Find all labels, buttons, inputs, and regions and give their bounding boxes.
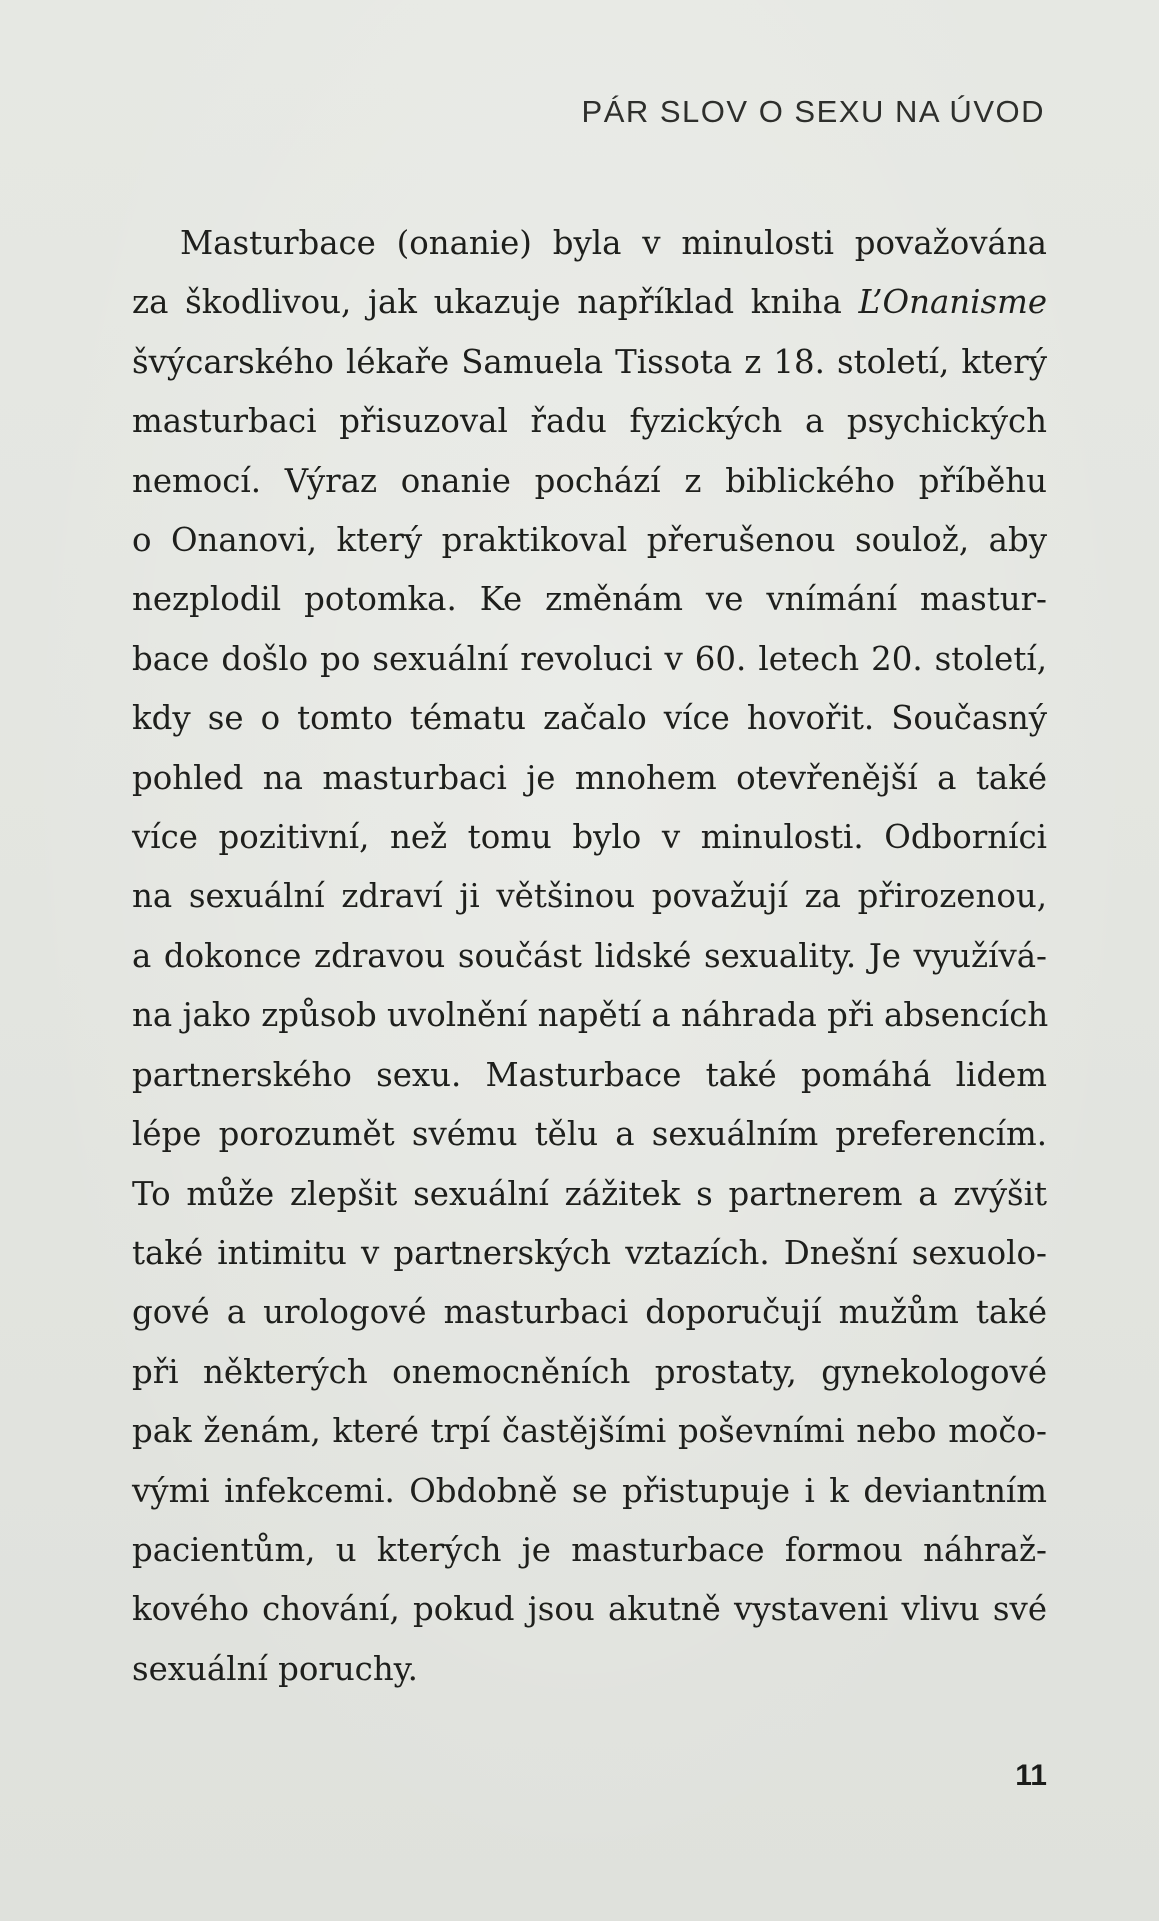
body-paragraph	[132, 214, 1047, 1699]
text-line: masturbaci přisuzoval řadu fyzických a psychických	[132, 402, 1047, 441]
text-line: a dokonce zdravou součást lidské sexuality. Je využívá-	[132, 936, 1047, 975]
text-line: pacientům, u kterých je masturbace formou náhraž-	[132, 1530, 1047, 1569]
text-line: vými infekcemi. Obdobně se přistupuje i k deviantním	[132, 1471, 1047, 1510]
text-line: To může zlepšit sexuální zážitek s partnerem a zvýšit	[132, 1174, 1047, 1213]
text-line: také intimitu v partnerských vztazích. Dnešní sexuolo-	[132, 1233, 1047, 1272]
text-line: kového chování, pokud jsou akutně vystaveni vlivu své	[132, 1590, 1047, 1629]
book-title-italic: L’Onanisme	[858, 283, 1047, 322]
text-line: nemocí. Výraz onanie pochází z biblického příběhu	[132, 461, 1047, 500]
running-head: PÁR SLOV O SEXU NA ÚVOD	[581, 94, 1045, 129]
text-line: lépe porozumět svému tělu a sexuálním preferencím.	[132, 1115, 1047, 1154]
text-line: při některých onemocněních prostaty, gynekologové	[132, 1352, 1047, 1391]
text-line: více pozitivní, než tomu bylo v minulosti. Odborníci	[132, 818, 1047, 857]
text-line: nezplodil potomka. Ke změnám ve vnímání mastur-	[132, 580, 1047, 619]
text-line: Masturbace (onanie) byla v minulosti považována	[180, 224, 1047, 262]
text-line: za škodlivou, jak ukazuje například kniha L’Onanisme	[132, 283, 1047, 322]
text-line: o Onanovi, který praktikoval přerušenou soulož, aby	[132, 521, 1047, 560]
text-line: partnerského sexu. Masturbace také pomáhá lidem	[132, 1055, 1047, 1094]
text-line: na sexuální zdraví ji většinou považují za přirozenou,	[132, 877, 1047, 916]
text-line: sexuální poruchy.	[132, 1649, 418, 1688]
text-line: gové a urologové masturbaci doporučují mužům také	[132, 1293, 1047, 1332]
text-line: pak ženám, které trpí častějšími poševními nebo močo-	[132, 1412, 1047, 1451]
text-line: pohled na masturbaci je mnohem otevřenější a také	[132, 758, 1047, 797]
text-line: švýcarského lékaře Samuela Tissota z 18. století, který	[132, 342, 1047, 381]
text-line: bace došlo po sexuální revoluci v 60. letech 20. století,	[132, 639, 1047, 678]
text-line: kdy se o tomto tématu začalo více hovořit. Současný	[132, 699, 1047, 738]
page-number: 11	[1015, 1759, 1047, 1792]
text-line: na jako způsob uvolnění napětí a náhrada při absencích	[132, 996, 1049, 1035]
